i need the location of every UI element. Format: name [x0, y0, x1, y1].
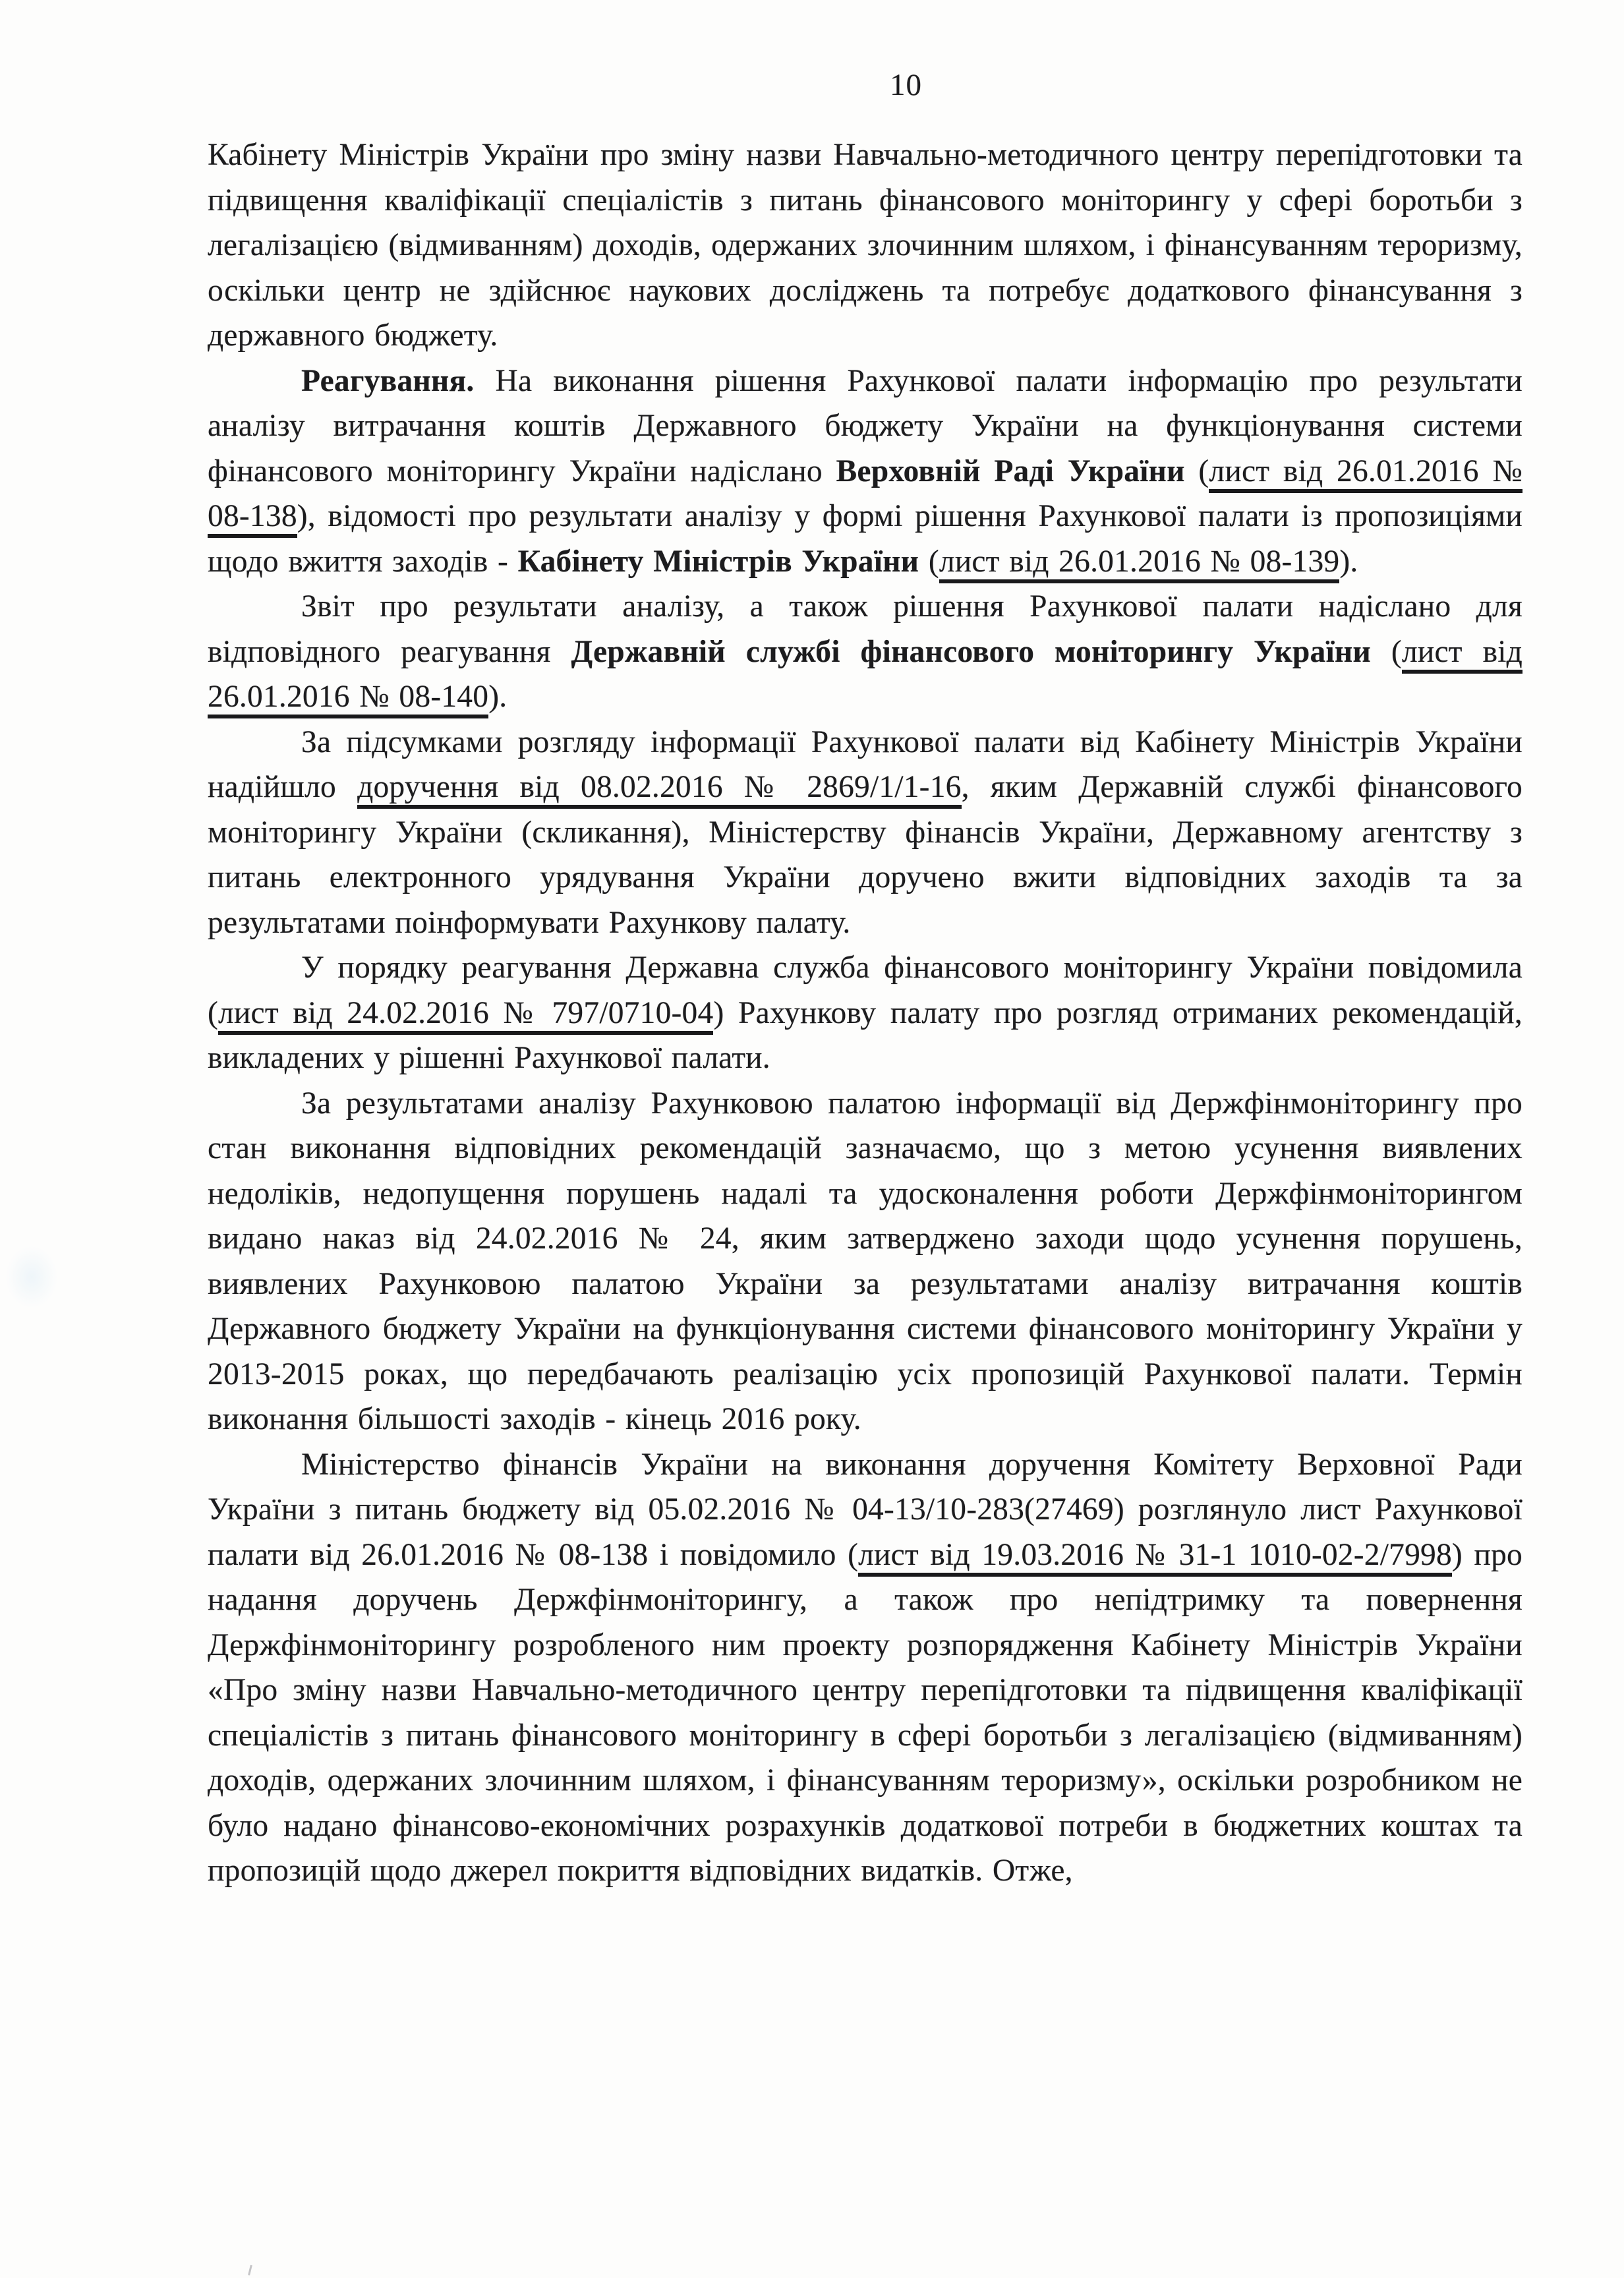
text-run: У порядку реагування Державна служба фінансового моніторингу України повідомила (	[208, 950, 1522, 1030]
text-run: Міністерство фінансів України на виконання доручення Комітету Верховної Ради України з питань бюджету від 05.02.2016 № 04-13/10-283(27469) розглянуло лист Рахункової палати від 26.01.2016 № 08-138 і повідомило (	[208, 1447, 1522, 1572]
emphasis-text: Державній службі фінансового моніторингу України	[571, 634, 1371, 669]
letter-reference: лист від 26.01.2016 № 08-140	[208, 635, 1522, 719]
paragraph	[208, 132, 1522, 359]
letter-reference: лист від 19.03.2016 № 31-1 1010-02-2/7998	[858, 1538, 1452, 1577]
emphasis-text: Реагування.	[301, 363, 496, 398]
emphasis-text: Кабінету Міністрів України	[517, 544, 919, 579]
document-body	[208, 132, 1522, 1894]
text-run: (	[919, 544, 939, 579]
paragraph	[208, 945, 1522, 1081]
letter-reference: лист від 26.01.2016 № 08-139	[939, 544, 1340, 583]
paragraph	[208, 359, 1522, 585]
scan-artifact-smudge	[5, 1246, 58, 1308]
text-run: , яким Державній службі фінансового моніторингу України (скликання), Міністерству фінансів України, Державному агентству з питань електронного урядування України доручено вжити відповідних заходів та за результатами поінформувати Рахункову палату.	[208, 770, 1522, 940]
text-run: ).	[1339, 544, 1358, 579]
text-run: За результатами аналізу Рахунковою палатою інформації від Держфінмоніторингу про стан виконання відповідних рекомендацій зазначаємо, що з метою усунення виявлених недоліків, недопущення порушень надалі та удосконалення роботи Держфінмоніторингом видано наказ від 24.02.2016 № 24, яким затверджено заходи щодо усунення порушень, виявлених Рахунковою палатою України за результатами аналізу витрачання коштів Державного бюджету України на функціонування системи фінансового моніторингу України у 2013-2015 роках, що передбачають реалізацію усіх пропозицій Рахункової палати. Термін виконання більшості заходів - кінець 2016 року.	[208, 1086, 1522, 1436]
page-number: 10	[890, 68, 922, 102]
text-run: (	[1371, 634, 1402, 669]
text-run: ).	[488, 680, 508, 714]
paragraph	[208, 1442, 1522, 1894]
text-run: Кабінету Міністрів України про зміну назви Навчально-методичного центру перепідготовки та підвищення кваліфікації спеціалістів з питань фінансового моніторингу у сфері боротьби з легалізацією (відмиванням) доходів, одержаних злочинним шляхом, і фінансуванням тероризму, оскільки центр не здійснює наукових досліджень та потребує додаткового фінансування з державного бюджету.	[208, 138, 1522, 353]
letter-reference: доручення від 08.02.2016 № 2869/1/1-16	[357, 770, 962, 809]
text-run: За підсумками розгляду інформації Рахункової палати від Кабінету Міністрів України надійшло	[208, 724, 1522, 804]
text-run: ), відомості про результати аналізу у формі рішення Рахункової палати із пропозиціями щодо вжиття заходів -	[208, 499, 1522, 579]
text-run: На виконання рішення Рахункової палати інформацію про результати аналізу витрачання коштів Державного бюджету України на функціонування системи фінансового моніторингу України надіслано	[208, 363, 1522, 488]
letter-reference: лист від 26.01.2016 № 08-138	[208, 454, 1522, 539]
text-run: Звіт про результати аналізу, а також рішення Рахункової палати надіслано для відповідного реагування	[208, 589, 1522, 669]
scan-artifact-slash	[248, 2265, 252, 2275]
paragraph	[208, 1081, 1522, 1442]
emphasis-text: Верховній Раді України	[836, 453, 1185, 488]
text-run: (	[1184, 453, 1209, 488]
text-run: ) про надання доручень Держфінмоніторингу, а також про непідтримку та повернення Держфінмоніторингу розробленого ним проекту розпорядження Кабінету Міністрів України «Про зміну назви Навчально-методичного центру перепідготовки та підвищення кваліфікації спеціалістів з питань фінансового моніторингу в сфері боротьби з легалізацією (відмиванням) доходів, одержаних злочинним шляхом, і фінансуванням тероризму», оскільки розробником не було надано фінансово-економічних розрахунків додаткової потреби в бюджетних коштах та пропозицій щодо джерел покриття відповідних видатків. Отже,	[208, 1537, 1522, 1888]
paragraph	[208, 584, 1522, 720]
text-run: ) Рахункову палату про розгляд отриманих рекомендацій, викладених у рішенні Рахункової палати.	[208, 995, 1522, 1075]
paragraph	[208, 720, 1522, 946]
letter-reference: лист від 24.02.2016 № 797/0710-04	[218, 996, 713, 1035]
